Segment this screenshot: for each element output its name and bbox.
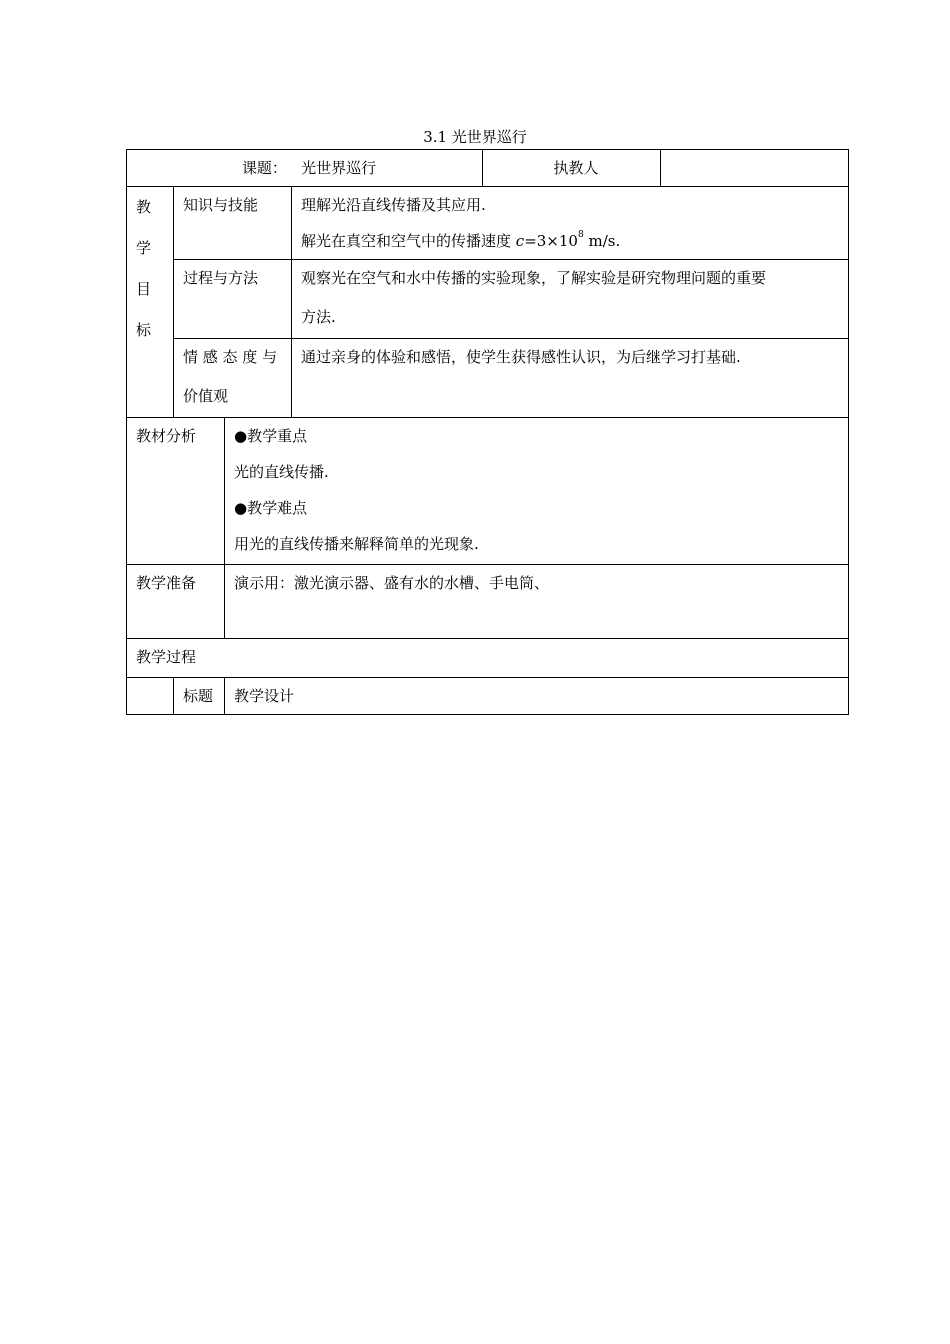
analysis-row <box>127 418 849 565</box>
speed-variable: c <box>515 232 525 250</box>
process-title-header: 标题 <box>174 678 225 715</box>
speed-unit: m/s. <box>583 232 621 250</box>
process-method-row <box>127 260 849 339</box>
process-line-1: 观察光在空气和水中传播的实验现象，了解实验是研究物理问题的重要 <box>301 269 767 287</box>
topic-value: 光世界巡行 <box>301 159 377 177</box>
objectives-char-4: 标 <box>136 321 152 339</box>
difficulty-heading: ●教学难点 <box>234 499 308 517</box>
attitude-row <box>127 339 849 418</box>
document-title: 3.1 光世界巡行 <box>423 128 527 146</box>
topic-label: 课题： <box>241 159 287 177</box>
speed-exponent: 8 <box>577 230 584 240</box>
teacher-label: 执教人 <box>483 150 661 187</box>
difficulty-text: 用光的直线传播来解释简单的光现象. <box>234 535 479 553</box>
process-design-header: 教学设计 <box>225 678 849 715</box>
attitude-label <box>174 339 292 418</box>
preparation-content: 演示用：激光演示器、盛有水的水槽、手电筒、 <box>225 565 849 639</box>
objectives-char-1: 教 <box>136 198 152 216</box>
knowledge-row <box>127 187 849 260</box>
header-row <box>127 150 849 187</box>
speed-value: =3×10 <box>524 232 578 250</box>
attitude-content: 通过亲身的体验和感悟，使学生获得感性认识，为后继学习打基础. <box>292 339 849 418</box>
objectives-char-3: 目 <box>136 280 152 298</box>
process-header-row <box>127 678 849 715</box>
analysis-content <box>225 418 849 565</box>
knowledge-content <box>292 187 849 260</box>
knowledge-label: 知识与技能 <box>174 187 292 260</box>
objectives-char-2: 学 <box>136 239 152 257</box>
preparation-row <box>127 565 849 639</box>
attitude-label-line-1: 情 感 态 度 与 <box>183 348 278 366</box>
process-line-2: 方法. <box>301 308 336 326</box>
knowledge-line-1: 理解光沿直线传播及其应用. <box>301 196 486 214</box>
knowledge-line-2 <box>301 223 848 259</box>
process-method-label: 过程与方法 <box>174 260 292 339</box>
process-empty-cell <box>127 678 174 715</box>
key-point-heading: ●教学重点 <box>234 427 308 445</box>
teacher-value <box>661 150 849 187</box>
analysis-label: 教材分析 <box>127 418 225 565</box>
process-method-content <box>292 260 849 339</box>
objectives-label-cell <box>127 187 174 418</box>
lesson-plan-table <box>126 149 849 715</box>
key-point-text: 光的直线传播. <box>234 463 329 481</box>
teaching-process-row <box>127 639 849 678</box>
knowledge-line-2-prefix: 解光在真空和空气中的传播速度 <box>301 232 516 250</box>
topic-cell <box>127 150 483 187</box>
teaching-process-label: 教学过程 <box>127 639 849 678</box>
attitude-label-line-2: 价值观 <box>183 387 229 405</box>
preparation-label: 教学准备 <box>127 565 225 639</box>
